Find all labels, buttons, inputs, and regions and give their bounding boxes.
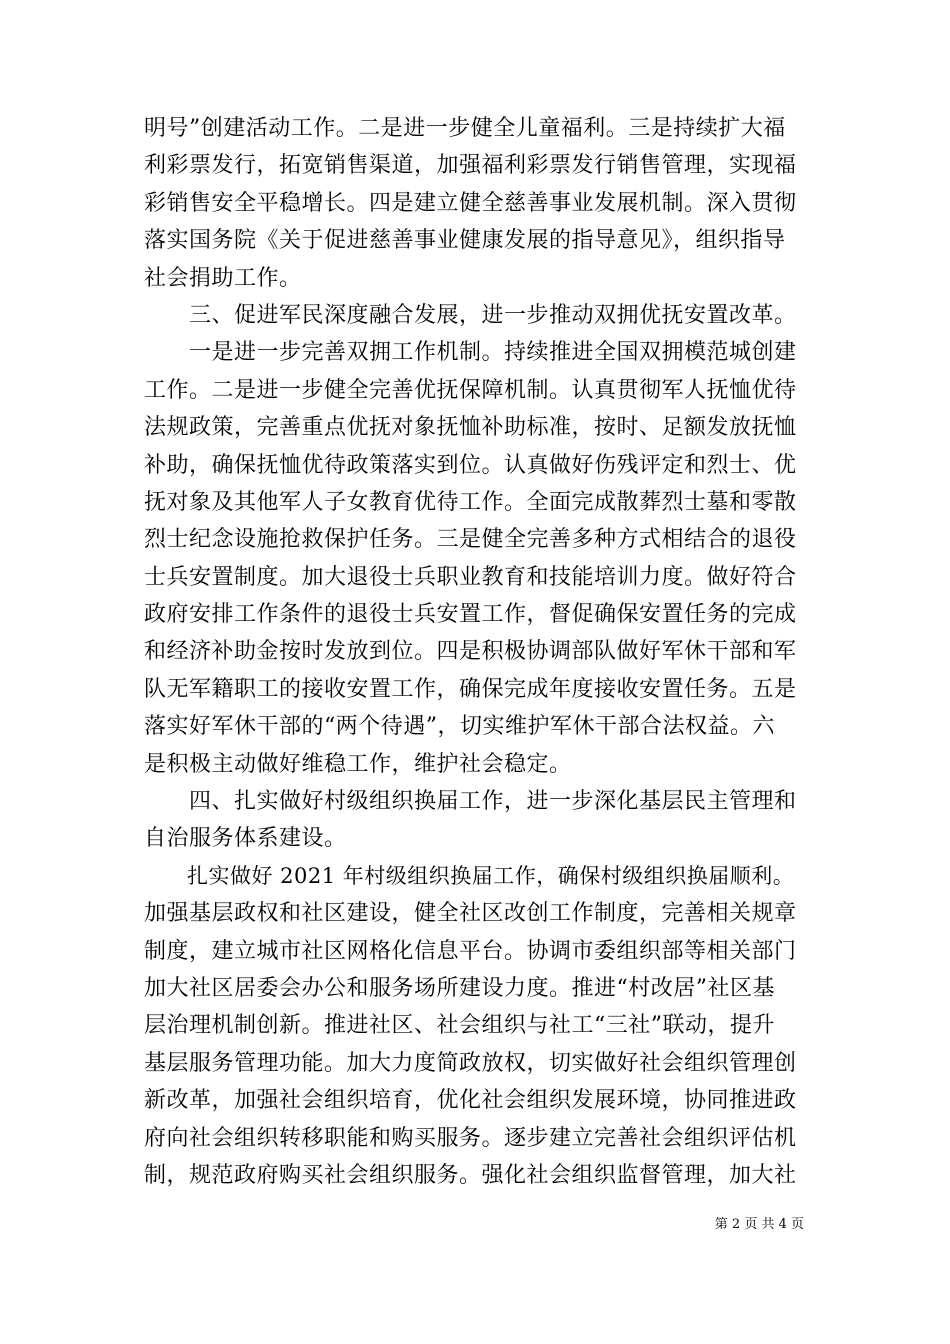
text-line: 基层服务管理功能。加大力度简政放权，切实做好社会组织管理创 (144, 1050, 797, 1076)
text-line: 制，规范政府购买社会组织服务。强化社会组织监督管理，加大社 (144, 1162, 797, 1188)
text-line: 抚对象及其他军人子女教育优待工作。全面完成散葬烈士墓和零散 (144, 489, 797, 515)
text-line: 层治理机制创新。推进社区、社会组织与社工“三社”联动，提升 (144, 1013, 775, 1039)
text-line: 彩销售安全平稳增长。四是建立健全慈善事业发展机制。深入贯彻 (144, 190, 797, 216)
text-line: 是积极主动做好维稳工作，维护社会稳定。 (144, 751, 572, 777)
text-line: 补助，确保抚恤优待政策落实到位。认真做好伤残评定和烈士、优 (144, 452, 797, 478)
text-line: 和经济补助金按时发放到位。四是积极协调部队做好军休干部和军 (144, 639, 797, 665)
text-line: 利彩票发行，拓宽销售渠道，加强福利彩票发行销售管理，实现福 (144, 153, 797, 179)
text-line: 落实国务院《关于促进慈善事业健康发展的指导意见》，组织指导 (144, 228, 786, 254)
section-heading-4-cont: 自治服务体系建设。 (144, 826, 347, 852)
text-line: 落实好军休干部的“两个待遇”，切实维护军休干部合法权益。六 (144, 714, 775, 740)
text-line: 扎实做好 2021 年村级组织换届工作，确保村级组织换届顺利。 (144, 863, 795, 888)
text-line: 制度，建立城市社区网格化信息平台。协调市委组织部等相关部门 (144, 938, 797, 964)
text-line: 工作。二是进一步健全完善优抚保障机制。认真贯彻军人抚恤优待 (144, 377, 797, 403)
text-line: 士兵安置制度。加大退役士兵职业教育和技能培训力度。做好符合 (144, 564, 797, 590)
text-line: 明号”创建活动工作。二是进一步健全儿童福利。三是持续扩大福 (144, 116, 786, 141)
text-line: 加强基层政权和社区建设，健全社区改创工作制度，完善相关规章 (144, 901, 797, 927)
text-line: 加大社区居委会办公和服务场所建设力度。推进“村改居”社区基 (144, 975, 775, 1001)
text-line: 府向社会组织转移职能和购买服务。逐步建立完善社会组织评估机 (144, 1125, 797, 1151)
page-number: 第 2 页 共 4 页 (714, 1217, 804, 1232)
text-line: 烈士纪念设施抢救保护任务。三是健全完善多种方式相结合的退役 (144, 527, 797, 553)
text-line: 一是进一步完善双拥工作机制。持续推进全国双拥模范城创建 (144, 340, 797, 366)
section-heading-3: 三、促进军民深度融合发展，进一步推动双拥优抚安置改革。 (144, 302, 797, 328)
text-line: 法规政策，完善重点优抚对象抚恤补助标准，按时、足额发放抚恤 (144, 415, 797, 441)
text-line: 社会捐助工作。 (144, 265, 302, 291)
text-line: 新改革，加强社会组织培育，优化社会组织发展环境，协同推进政 (144, 1088, 797, 1114)
text-line: 队无军籍职工的接收安置工作，确保完成年度接收安置任务。五是 (144, 676, 797, 702)
section-heading-4: 四、扎实做好村级组织换届工作，进一步深化基层民主管理和 (144, 789, 797, 815)
text-line: 政府安排工作条件的退役士兵安置工作，督促确保安置任务的完成 (144, 602, 797, 628)
body-text (144, 110, 808, 1194)
